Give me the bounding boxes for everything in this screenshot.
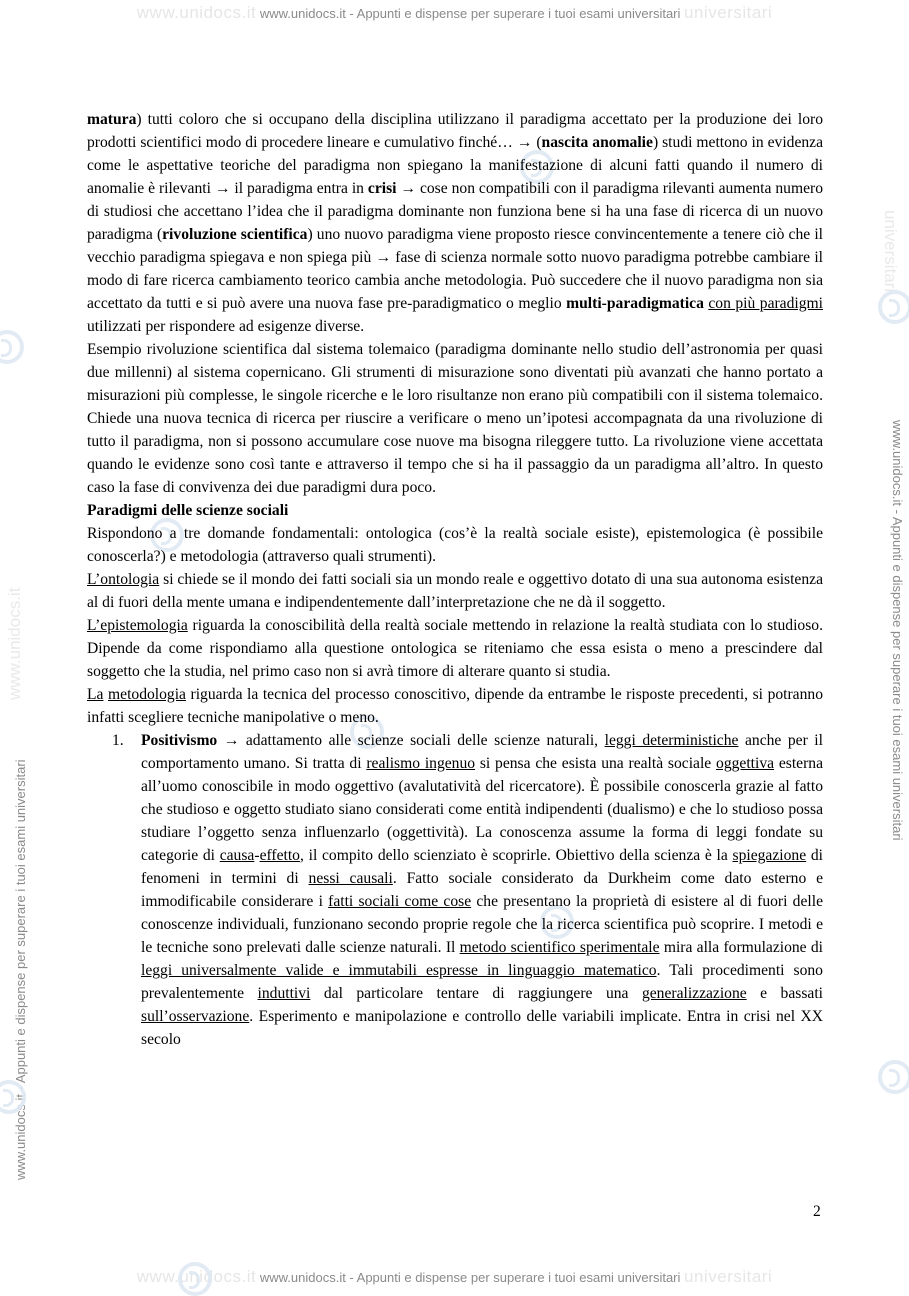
text-run: ) tutti coloro che si occupano della disciplina utilizzano il paradigma accettato per la produzione dei loro prodotti scientifici modo di procedere lineare e cumulativo finché… → ( [87,111,823,151]
underlined-term: leggi deterministiche [604,732,739,749]
text-run: . Esperimento e manipolazione e controllo delle variabili implicate. Entra in crisi nel XX secolo [141,1008,823,1048]
text-run: anche per il comportamento umano. Si tratta di [141,732,823,772]
paragraph-methodology [87,683,823,729]
header-watermark [0,3,909,23]
section-heading: Paradigmi delle scienze sociali [87,502,289,519]
paragraph-epistemology [87,614,823,683]
underlined-term: La [87,686,104,703]
paragraph-paradigm-cycle [87,108,823,338]
paragraph-three-questions: Rispondono a tre domande fondamentali: ontologica (cos’è la realtà sociale esiste), epistemologica (è possibile conoscerla?) e metodologia (attraverso quali strumenti). [87,525,823,565]
underlined-term: effetto [259,847,300,864]
watermark-text: www.unidocs.it - Appunti e dispense per superare i tuoi esami universitari [259,6,681,21]
document-body [87,108,823,1051]
list-number: 1. [112,732,124,749]
bold-term: matura [87,111,137,128]
text-run: - [254,847,260,864]
underlined-term: leggi universalmente valide e immutabili espresse in linguaggio matematico [141,962,657,979]
bold-term: rivoluzione scientifica [162,226,308,243]
text-run: utilizzati per rispondere ad esigenze diverse. [87,318,365,335]
underlined-term: spiegazione [732,847,807,864]
watermark-ghost-right: universitari [684,1267,773,1286]
right-watermark: www.unidocs.it - Appunti e dispense per superare i tuoi esami universitari [890,420,905,841]
text-run: di fenomeni in termini di [141,847,823,887]
underlined-term: metodologia [108,686,186,703]
text-run: si chiede se il mondo dei fatti sociali sia un mondo reale e oggettivo dotato di una sua autonoma esistenza al di fuori della mente umana e indipendentemente dall’interpretazione che ne dà il soggetto. [87,571,823,611]
underlined-term: sull’osservazione [141,1008,250,1025]
paradigm-list [87,729,823,1051]
underlined-term: causa [219,847,255,864]
unidocs-logo-icon [178,1262,212,1296]
watermark-ghost-left: www.unidocs.it [136,1267,257,1286]
text-run: dal particolare tentare di raggiungere una [310,985,642,1002]
bold-term: multi-paradigmatica [566,295,704,312]
list-item-positivism [87,729,823,1051]
underlined-term: con più paradigmi [708,295,823,312]
right-ghost-watermark: universitari [881,210,900,293]
left-ghost-watermark: www.unidocs.it [5,587,24,700]
text-run: → adattamento alle scienze sociali delle scienze naturali, [217,732,605,749]
text-run: riguarda la conoscibilità della realtà sociale mettendo in relazione la realtà studiata con lo studioso. Dipende da come rispondiamo alla questione ontologica se riteniamo che essa esista o meno a prescindere dal soggetto che la studia, nel primo caso non si avrà timore di alterare quanto si studia. [87,617,823,680]
unidocs-logo-icon [0,330,24,364]
underlined-term: metodo scientifico sperimentale [459,939,660,956]
underlined-term: L’epistemologia [87,617,188,634]
text-run: → cose non compatibili con il paradigma rilevanti aumenta numero di studiosi che accettano l’idea che il paradigma dominante non funziona bene si ha una fase di ricerca di un nuovo paradigma ( [87,180,823,243]
page-number: 2 [813,1203,821,1220]
text-run: mira alla formulazione di [659,939,823,956]
watermark-ghost-left: www.unidocs.it [136,3,257,22]
text-run: . Tali procedimenti sono prevalentemente [141,962,823,1002]
text-run: che presentano la proprietà di esistere al di fuori delle conoscenze individuali, funzionano secondo proprie regole che la ricerca scientifica può scoprire. I metodi e le tecniche sono prelevati dalle scienze naturali. Il [141,893,823,956]
underlined-term: oggettiva [716,755,775,772]
watermark-ghost-right: universitari [684,3,773,22]
underlined-term: fatti sociali come cose [328,893,472,910]
text-run: esterna all’uomo conoscibile in modo oggettivo (avalutatività del ricercatore). È possibile conoscerla grazie al fatto che studioso e oggetto studiato siano considerati come entità indipendenti (dualismo) e che lo studioso possa studiare l’oggetto senza influenzarlo (oggettività). La conoscenza assume la forma di leggi fondate su categorie di [141,755,823,864]
unidocs-logo-icon [878,1060,909,1094]
text-run: e bassati [746,985,823,1002]
unidocs-logo-icon [878,290,909,324]
bold-term: Positivismo [141,732,218,749]
watermark-text: www.unidocs.it - Appunti e dispense per superare i tuoi esami universitari [259,1270,681,1285]
text-run: , il compito dello scienziato è scoprirle. Obiettivo della scienza è la [299,847,733,864]
underlined-term: nessi causali [308,870,393,887]
paragraph-copernican-example: Esempio rivoluzione scientifica dal sistema tolemaico (paradigma dominante nello studio dell’astronomia per quasi due millenni) al sistema copernicano. Gli strumenti di misurazione sono diventati più avanzati che hanno portato a misurazioni più complesse, le singole ricerche e le loro risultanze non erano più compatibili con il sistema tolemaico. Chiede una nuova tecnica di ricerca per riuscire a verificare o meno un’ipotesi accompagnata da una rivoluzione di tutto il paradigma, non si possono accumulare cose nuove ma bisogna rileggere tutto. La rivoluzione viene accettata quando le evidenze sono così tante e attraverso il tempo che si ha il passaggio da un paradigma all’altro. In questo caso la fase di convivenza dei due paradigmi dura poco. [87,341,823,496]
underlined-term: induttivi [257,985,311,1002]
underlined-term: L’ontologia [87,571,160,588]
footer-watermark [0,1267,909,1287]
text-run: ) studi mettono in evidenza come le aspettative teoriche del paradigma non spiegano la manifestazione di alcuni fatti quando il numero di anomalie è rilevanti → il paradigma entra in [87,134,824,197]
text-run: riguarda la tecnica del processo conoscitivo, dipende da entrambe le risposte precedenti, si potranno infatti scegliere tecniche manipolative o meno. [87,686,823,726]
paragraph-ontology [87,568,823,614]
left-watermark: www.unidocs.it - Appunti e dispense per superare i tuoi esami universitari [13,759,28,1180]
text-run: si pensa che esista una realtà sociale [475,755,717,772]
text-run: . Fatto sociale considerato da Durkheim come dato esterno e immodificabile considerare i [141,870,824,910]
underlined-term: realismo ingenuo [366,755,476,772]
bold-term: crisi [367,180,397,197]
bold-term: nascita anomalie [541,134,653,151]
text-run: ) uno nuovo paradigma viene proposto riesce convincentemente a tenere ciò che il vecchio paradigma spiegava e non spiega più → fase di scienza normale sotto nuovo paradigma potrebbe cambiare il modo di fare ricerca cambiamento teorico cambia anche metodologia. Può succedere che il nuovo paradigma non sia accettato da tutti e si può avere una nuova fase pre-paradigmatico o meglio [87,226,823,312]
underlined-term: generalizzazione [641,985,747,1002]
